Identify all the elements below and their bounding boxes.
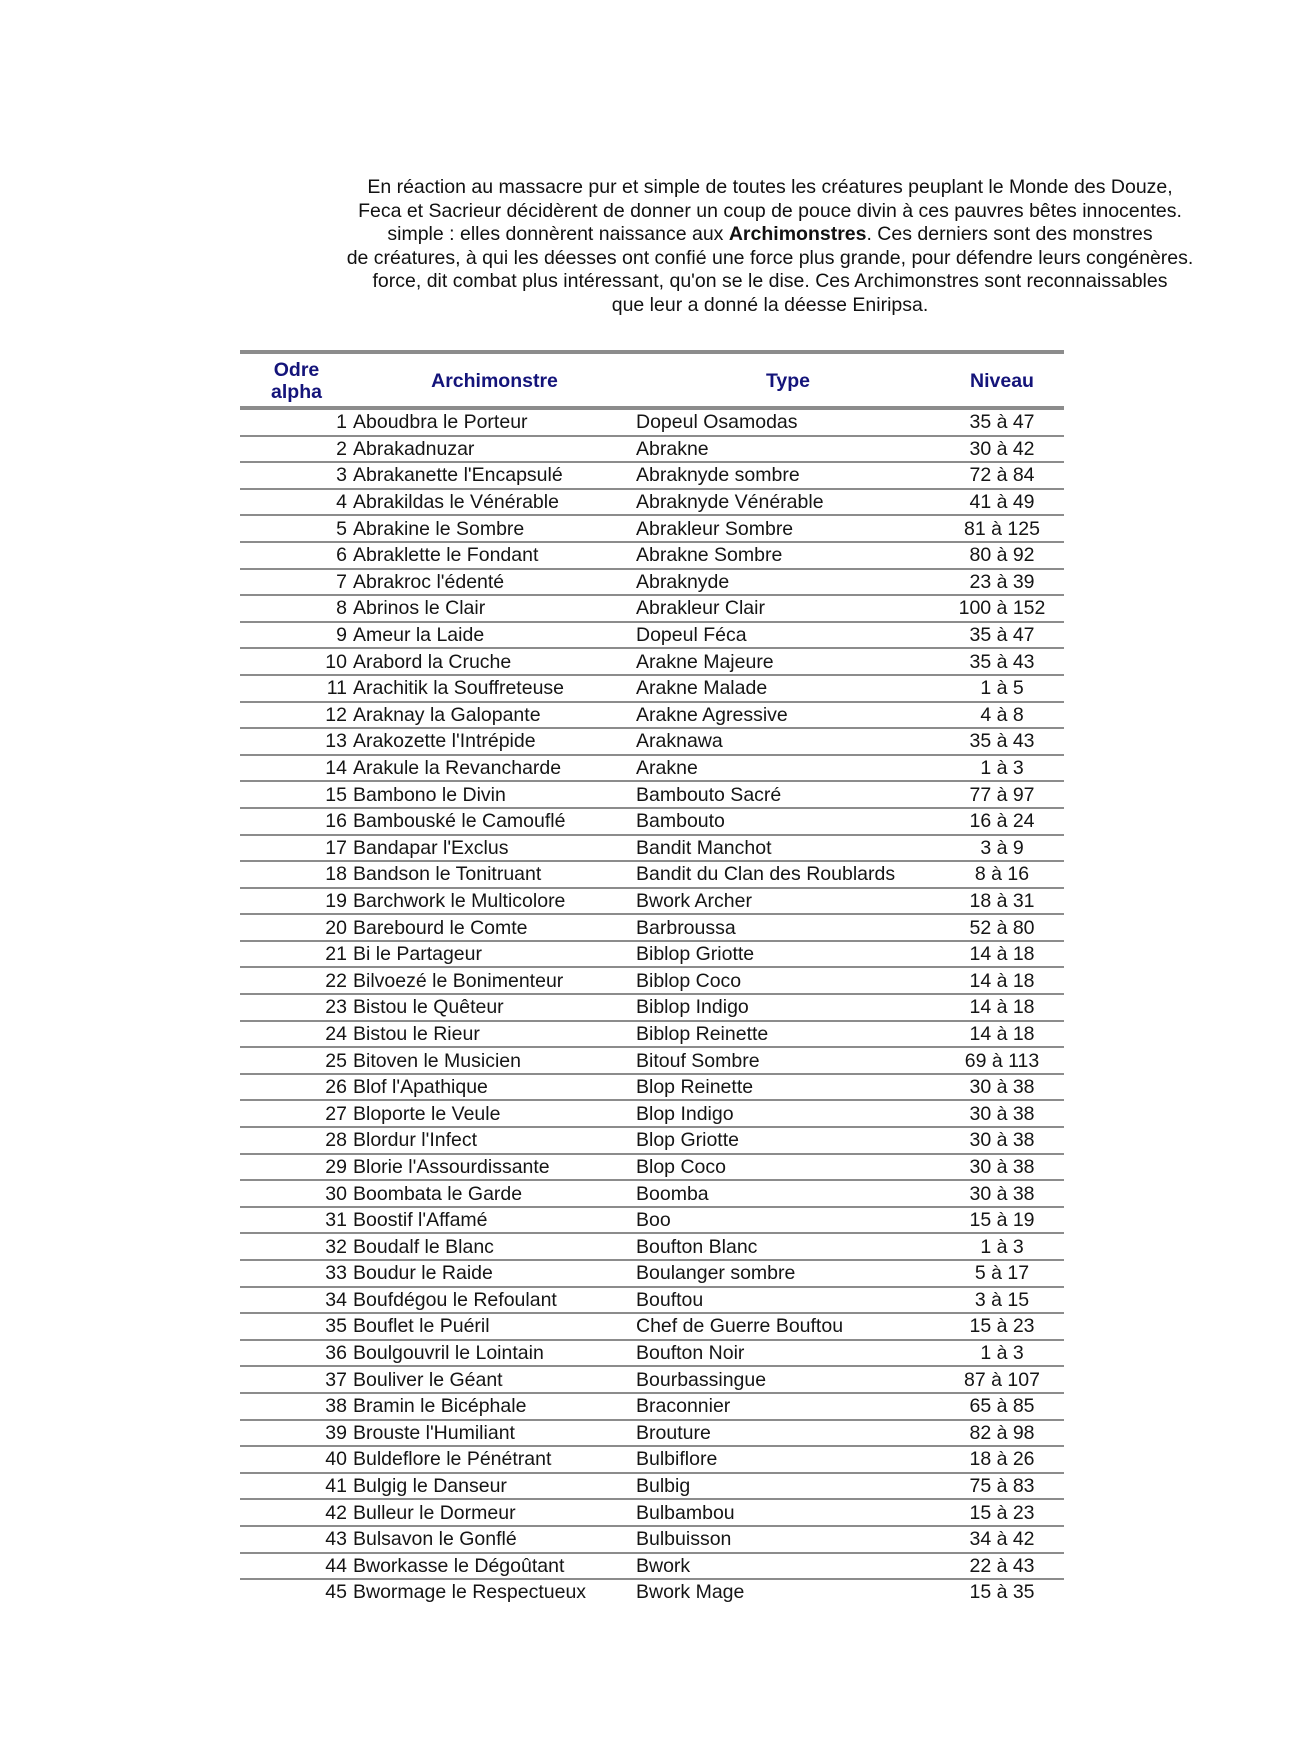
table-row xyxy=(240,1473,1064,1500)
row-archimonster-name: Bandapar l'Exclus xyxy=(353,835,636,862)
row-order-number: 42 xyxy=(240,1499,353,1526)
row-archimonster-name: Buldeflore le Pénétrant xyxy=(353,1446,636,1473)
table-row xyxy=(240,1393,1064,1420)
row-monster-type: Bambouto xyxy=(636,808,940,835)
row-level-range: 18 à 31 xyxy=(940,888,1064,915)
row-archimonster-name: Abrakroc l'édenté xyxy=(353,569,636,596)
row-archimonster-name: Boulgouvril le Lointain xyxy=(353,1340,636,1367)
table-row xyxy=(240,515,1064,542)
row-level-range: 52 à 80 xyxy=(940,914,1064,941)
row-archimonster-name: Boostif l'Affamé xyxy=(353,1207,636,1234)
row-level-range: 87 à 107 xyxy=(940,1366,1064,1393)
row-archimonster-name: Arakule la Revancharde xyxy=(353,755,636,782)
table-row xyxy=(240,675,1064,702)
row-monster-type: Biblop Reinette xyxy=(636,1021,940,1048)
row-monster-type: Biblop Coco xyxy=(636,967,940,994)
row-level-range: 1 à 5 xyxy=(940,675,1064,702)
row-order-number: 19 xyxy=(240,888,353,915)
row-order-number: 41 xyxy=(240,1473,353,1500)
row-monster-type: Bourbassingue xyxy=(636,1366,940,1393)
row-level-range: 16 à 24 xyxy=(940,808,1064,835)
row-level-range: 30 à 38 xyxy=(940,1180,1064,1207)
table-row xyxy=(240,1287,1064,1314)
row-monster-type: Boo xyxy=(636,1207,940,1234)
row-archimonster-name: Blordur l'Infect xyxy=(353,1127,636,1154)
row-archimonster-name: Abrakanette l'Encapsulé xyxy=(353,462,636,489)
row-archimonster-name: Bloporte le Veule xyxy=(353,1100,636,1127)
row-archimonster-name: Bworkasse le Dégoûtant xyxy=(353,1553,636,1580)
row-archimonster-name: Bistou le Rieur xyxy=(353,1021,636,1048)
row-monster-type: Abrakleur Clair xyxy=(636,595,940,622)
row-order-number: 13 xyxy=(240,728,353,755)
table-row xyxy=(240,1553,1064,1580)
row-archimonster-name: Ameur la Laide xyxy=(353,622,636,649)
row-order-number: 45 xyxy=(325,1581,347,1604)
row-level-range: 82 à 98 xyxy=(940,1420,1064,1447)
table-row xyxy=(240,702,1064,729)
row-level-range: 35 à 43 xyxy=(940,728,1064,755)
table-row xyxy=(240,1127,1064,1154)
row-level-range: 30 à 38 xyxy=(940,1100,1064,1127)
table-row xyxy=(240,835,1064,862)
row-level-range: 35 à 43 xyxy=(940,648,1064,675)
row-level-range: 3 à 9 xyxy=(940,835,1064,862)
row-order-number: 23 xyxy=(240,994,353,1021)
table-row xyxy=(240,755,1064,782)
row-archimonster-name: Bwormage le Respectueux xyxy=(353,1581,587,1604)
row-order-number: 39 xyxy=(240,1420,353,1447)
row-archimonster-name: Boufdégou le Refoulant xyxy=(353,1287,636,1314)
row-level-range: 81 à 125 xyxy=(940,515,1064,542)
table-row xyxy=(240,489,1064,516)
table-row xyxy=(240,1100,1064,1127)
row-monster-type: Biblop Indigo xyxy=(636,994,940,1021)
row-archimonster-name: Arachitik la Souffreteuse xyxy=(353,675,636,702)
table-row xyxy=(240,1526,1064,1553)
row-order-number: 3 xyxy=(240,462,353,489)
row-order-number: 26 xyxy=(240,1074,353,1101)
table-row xyxy=(240,436,1064,463)
row-order-number: 10 xyxy=(240,648,353,675)
row-order-number: 17 xyxy=(240,835,353,862)
row-monster-type: Bitouf Sombre xyxy=(636,1047,940,1074)
row-level-range: 1 à 3 xyxy=(940,1233,1064,1260)
row-monster-type: Arakne xyxy=(636,755,940,782)
row-order-number: 24 xyxy=(240,1021,353,1048)
row-monster-type: Abrakleur Sombre xyxy=(636,515,940,542)
row-archimonster-name: Bambouské le Camouflé xyxy=(353,808,636,835)
row-monster-type: Blop Reinette xyxy=(636,1074,940,1101)
row-archimonster-name: Abrakildas le Vénérable xyxy=(353,489,636,516)
row-monster-type: Bulbambou xyxy=(636,1499,940,1526)
intro-paragraph xyxy=(240,176,1300,318)
row-archimonster-name: Bulsavon le Gonflé xyxy=(353,1526,636,1553)
row-order-number: 14 xyxy=(240,755,353,782)
row-archimonster-name: Arabord la Cruche xyxy=(353,648,636,675)
header-order-line1: Odre xyxy=(273,358,320,381)
row-level-range: 80 à 92 xyxy=(940,542,1064,569)
row-monster-type: Blop Indigo xyxy=(636,1100,940,1127)
row-monster-type: Bwork Mage xyxy=(636,1581,745,1604)
row-order-number: 31 xyxy=(240,1207,353,1234)
row-archimonster-name: Boudur le Raide xyxy=(353,1260,636,1287)
row-level-range: 18 à 26 xyxy=(940,1446,1064,1473)
row-level-range: 75 à 83 xyxy=(940,1473,1064,1500)
row-order-number: 28 xyxy=(240,1127,353,1154)
row-monster-type: Araknawa xyxy=(636,728,940,755)
row-level-range: 41 à 49 xyxy=(940,489,1064,516)
row-order-number: 12 xyxy=(240,702,353,729)
row-monster-type: Barbroussa xyxy=(636,914,940,941)
row-order-number: 35 xyxy=(240,1313,353,1340)
row-level-range: 35 à 47 xyxy=(940,622,1064,649)
table-row xyxy=(240,1420,1064,1447)
table-row xyxy=(240,941,1064,968)
table-row xyxy=(240,1366,1064,1393)
row-level-range: 5 à 17 xyxy=(940,1260,1064,1287)
row-order-number: 15 xyxy=(240,781,353,808)
row-order-number: 2 xyxy=(240,436,353,463)
table-row xyxy=(240,861,1064,888)
row-archimonster-name: Boombata le Garde xyxy=(353,1180,636,1207)
row-order-number: 29 xyxy=(240,1154,353,1181)
table-row xyxy=(240,648,1064,675)
table-row xyxy=(240,1579,1064,1605)
table-body xyxy=(240,408,1064,1605)
row-archimonster-name: Bouliver le Géant xyxy=(353,1366,636,1393)
row-monster-type: Arakne Malade xyxy=(636,675,940,702)
header-order xyxy=(240,352,353,408)
table-row xyxy=(240,408,1064,436)
row-order-number: 44 xyxy=(240,1553,353,1580)
row-archimonster-name: Abrakine le Sombre xyxy=(353,515,636,542)
row-level-range: 14 à 18 xyxy=(940,994,1064,1021)
row-archimonster-name: Bitoven le Musicien xyxy=(353,1047,636,1074)
row-order-number: 40 xyxy=(240,1446,353,1473)
row-archimonster-name: Blof l'Apathique xyxy=(353,1074,636,1101)
row-order-number: 4 xyxy=(240,489,353,516)
row-monster-type: Bulbiflore xyxy=(636,1446,940,1473)
intro-paragraph-viewport xyxy=(240,176,1194,326)
row-order-number: 6 xyxy=(240,542,353,569)
table-row xyxy=(240,1260,1064,1287)
table-header xyxy=(240,352,1064,408)
row-monster-type: Bandit Manchot xyxy=(636,835,940,862)
row-archimonster-name: Abrakadnuzar xyxy=(353,436,636,463)
row-order-number: 7 xyxy=(240,569,353,596)
intro-line-text: . Ces derniers sont des monstres xyxy=(866,223,1153,246)
row-monster-type: Bulbuisson xyxy=(636,1526,940,1553)
archimonster-table-container xyxy=(240,350,1064,1605)
row-archimonster-name: Barchwork le Multicolore xyxy=(353,888,636,915)
header-level: Niveau xyxy=(940,352,1064,408)
row-order-number: 25 xyxy=(240,1047,353,1074)
row-order-number: 43 xyxy=(240,1526,353,1553)
row-archimonster-name: Bramin le Bicéphale xyxy=(353,1393,636,1420)
row-level-range: 65 à 85 xyxy=(940,1393,1064,1420)
row-order-number: 5 xyxy=(240,515,353,542)
row-monster-type: Blop Griotte xyxy=(636,1127,940,1154)
row-order-number: 32 xyxy=(240,1233,353,1260)
table-row xyxy=(240,1154,1064,1181)
row-monster-type: Brouture xyxy=(636,1420,940,1447)
row-monster-type: Bandit du Clan des Roublards xyxy=(636,861,940,888)
row-level-range: 35 à 47 xyxy=(940,408,1064,436)
table-row xyxy=(240,808,1064,835)
archimonstres-bold-term: Archimonstres xyxy=(728,223,867,246)
table-row xyxy=(240,888,1064,915)
row-monster-type: Blop Coco xyxy=(636,1154,940,1181)
row-order-number: 22 xyxy=(240,967,353,994)
table-row xyxy=(240,542,1064,569)
row-level-range: 14 à 18 xyxy=(940,1021,1064,1048)
row-level-range: 100 à 152 xyxy=(940,595,1064,622)
row-level-range: 1 à 3 xyxy=(940,755,1064,782)
row-monster-type: Abrakne Sombre xyxy=(636,542,940,569)
table-row xyxy=(240,1207,1064,1234)
row-monster-type: Boufton Blanc xyxy=(636,1233,940,1260)
row-level-range: 30 à 38 xyxy=(940,1074,1064,1101)
row-archimonster-name: Abrinos le Clair xyxy=(353,595,636,622)
row-monster-type: Braconnier xyxy=(636,1393,940,1420)
row-archimonster-name: Brouste l'Humiliant xyxy=(353,1420,636,1447)
row-archimonster-name: Bambono le Divin xyxy=(353,781,636,808)
row-archimonster-name: Arakozette l'Intrépide xyxy=(353,728,636,755)
intro-line: de créatures, à qui les déesses ont confié une force plus grande, pour défendre leurs congénères. xyxy=(346,246,1194,269)
row-archimonster-name: Bandson le Tonitruant xyxy=(353,861,636,888)
row-monster-type: Boomba xyxy=(636,1180,940,1207)
row-monster-type: Arakne Majeure xyxy=(636,648,940,675)
row-monster-type: Chef de Guerre Bouftou xyxy=(636,1313,940,1340)
row-order-number: 20 xyxy=(240,914,353,941)
row-archimonster-name: Bulgig le Danseur xyxy=(353,1473,636,1500)
row-level-range: 8 à 16 xyxy=(940,861,1064,888)
row-level-range: 30 à 38 xyxy=(940,1154,1064,1181)
row-monster-type: Abraknyde Vénérable xyxy=(636,489,940,516)
row-order-number: 27 xyxy=(240,1100,353,1127)
row-order-number: 30 xyxy=(240,1180,353,1207)
intro-line: force, dit combat plus intéressant, qu'on se le dise. Ces Archimonstres sont reconnaissables xyxy=(372,270,1168,293)
table-row xyxy=(240,622,1064,649)
row-order-number: 18 xyxy=(240,861,353,888)
row-level-range: 14 à 18 xyxy=(940,941,1064,968)
row-monster-type: Bouftou xyxy=(636,1287,940,1314)
row-level-range: 23 à 39 xyxy=(940,569,1064,596)
row-level-range: 15 à 23 xyxy=(940,1313,1064,1340)
row-order-number: 8 xyxy=(240,595,353,622)
table-row xyxy=(240,569,1064,596)
row-level-range: 4 à 8 xyxy=(940,702,1064,729)
row-archimonster-name: Barebourd le Comte xyxy=(353,914,636,941)
table-row xyxy=(240,1499,1064,1526)
row-monster-type: Biblop Griotte xyxy=(636,941,940,968)
header-row xyxy=(240,352,1064,408)
row-archimonster-name: Abraklette le Fondant xyxy=(353,542,636,569)
row-order-number: 16 xyxy=(240,808,353,835)
table-row xyxy=(240,1446,1064,1473)
row-archimonster-name: Bistou le Quêteur xyxy=(353,994,636,1021)
table-row xyxy=(240,1180,1064,1207)
row-level-range: 15 à 19 xyxy=(940,1207,1064,1234)
row-order-number: 37 xyxy=(240,1366,353,1393)
table-row xyxy=(240,967,1064,994)
row-order-number: 36 xyxy=(240,1340,353,1367)
row-level-range: 34 à 42 xyxy=(940,1526,1064,1553)
row-monster-type: Bwork xyxy=(636,1553,940,1580)
archimonster-table xyxy=(240,350,1064,1605)
header-order-line2: alpha xyxy=(271,380,322,403)
row-level-range: 30 à 38 xyxy=(940,1127,1064,1154)
intro-line-text: simple : elles donnèrent naissance aux xyxy=(387,223,729,246)
row-order-number: 1 xyxy=(240,408,353,436)
row-level-range: 14 à 18 xyxy=(940,967,1064,994)
row-archimonster-name: Bilvoezé le Bonimenteur xyxy=(353,967,636,994)
table-row xyxy=(240,728,1064,755)
row-order-number: 34 xyxy=(240,1287,353,1314)
row-monster-type: Dopeul Osamodas xyxy=(636,408,940,436)
row-monster-type: Boufton Noir xyxy=(636,1340,940,1367)
header-name: Archimonstre xyxy=(353,352,636,408)
row-archimonster-name: Boudalf le Blanc xyxy=(353,1233,636,1260)
row-monster-type: Bulbig xyxy=(636,1473,940,1500)
table-row xyxy=(240,1313,1064,1340)
row-level-range: 77 à 97 xyxy=(940,781,1064,808)
table-row xyxy=(240,1047,1064,1074)
row-monster-type: Dopeul Féca xyxy=(636,622,940,649)
row-level-range: 22 à 43 xyxy=(940,1553,1064,1580)
row-level-range: 15 à 35 xyxy=(969,1581,1035,1604)
table-row xyxy=(240,1074,1064,1101)
table-row xyxy=(240,1021,1064,1048)
row-archimonster-name: Bi le Partageur xyxy=(353,941,636,968)
table-row xyxy=(240,595,1064,622)
row-monster-type: Abraknyde sombre xyxy=(636,462,940,489)
row-order-number: 9 xyxy=(240,622,353,649)
row-level-range: 69 à 113 xyxy=(940,1047,1064,1074)
intro-line: En réaction au massacre pur et simple de toutes les créatures peuplant le Monde des Douze, xyxy=(367,176,1173,198)
row-monster-type: Boulanger sombre xyxy=(636,1260,940,1287)
row-level-range: 72 à 84 xyxy=(940,462,1064,489)
row-archimonster-name: Bouflet le Puéril xyxy=(353,1313,636,1340)
row-archimonster-name: Blorie l'Assourdissante xyxy=(353,1154,636,1181)
row-archimonster-name: Aboudbra le Porteur xyxy=(353,408,636,436)
row-archimonster-name: Araknay la Galopante xyxy=(353,702,636,729)
table-row xyxy=(240,914,1064,941)
intro-line xyxy=(240,223,1300,247)
table-row xyxy=(240,1340,1064,1367)
table-row xyxy=(240,1233,1064,1260)
row-order-number: 38 xyxy=(240,1393,353,1420)
row-monster-type: Abraknyde xyxy=(636,569,940,596)
table-row xyxy=(240,994,1064,1021)
row-monster-type: Bambouto Sacré xyxy=(636,781,940,808)
table-row xyxy=(240,462,1064,489)
row-level-range: 15 à 23 xyxy=(940,1499,1064,1526)
row-monster-type: Abrakne xyxy=(636,436,940,463)
intro-line: Feca et Sacrieur décidèrent de donner un coup de pouce divin à ces pauvres bêtes innocentes. xyxy=(358,199,1182,222)
row-archimonster-name: Bulleur le Dormeur xyxy=(353,1499,636,1526)
row-order-number: 21 xyxy=(240,941,353,968)
row-level-range: 1 à 3 xyxy=(940,1340,1064,1367)
row-order-number: 33 xyxy=(240,1260,353,1287)
row-level-range: 30 à 42 xyxy=(940,436,1064,463)
row-monster-type: Bwork Archer xyxy=(636,888,940,915)
row-monster-type: Arakne Agressive xyxy=(636,702,940,729)
header-type: Type xyxy=(636,352,940,408)
intro-line: que leur a donné la déesse Eniripsa. xyxy=(611,293,929,316)
row-order-number: 11 xyxy=(240,675,353,702)
table-row xyxy=(240,781,1064,808)
row-level-range: 3 à 15 xyxy=(940,1287,1064,1314)
